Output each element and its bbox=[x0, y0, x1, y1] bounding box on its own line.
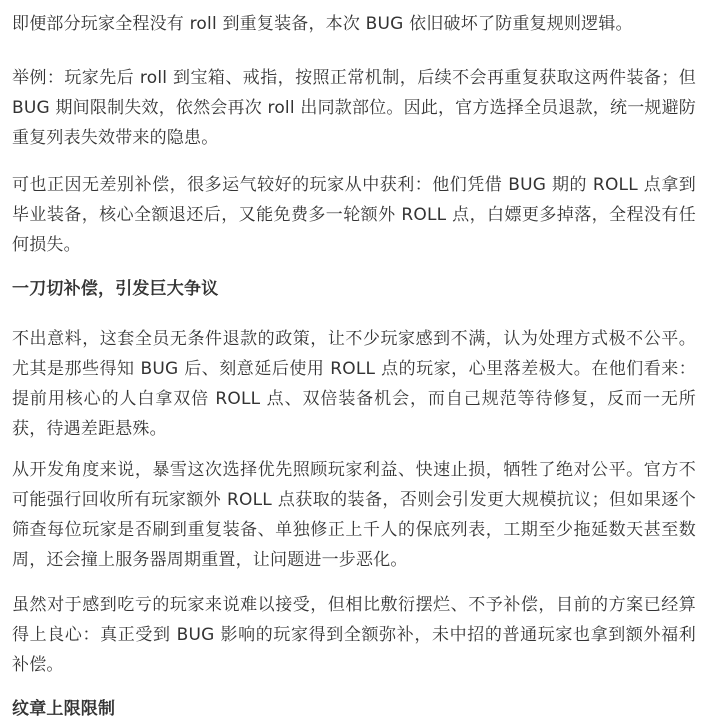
paragraph: 虽然对于感到吃亏的玩家来说难以接受，但相比敷衍摆烂、不予补偿，目前的方案已经算得上良心：真正受到 BUG 影响的玩家得到全额弥补，未中招的普通玩家也拿到额外福利补偿。 bbox=[12, 595, 696, 675]
section-heading: 纹章上限限制 bbox=[12, 699, 116, 719]
paragraph: 可也正因无差别补偿，很多运气较好的玩家从中获利：他们凭借 BUG 期的 ROLL 点拿到毕业装备，核心全额退还后，又能免费多一轮额外 ROLL 点，白嫖更多掉落，全程没有任何损失。 bbox=[12, 175, 696, 255]
section-heading: 一刀切补偿，引发巨大争议 bbox=[12, 279, 219, 299]
paragraph: 从开发角度来说，暴雪这次选择优先照顾玩家利益、快速止损，牺牲了绝对公平。官方不可能强行回收所有玩家额外 ROLL 点获取的装备，否则会引发更大规模抗议；但如果逐个筛查每位玩家是否刷到重复装备、单独修正上千人的保底列表，工期至少拖延数天甚至数周，还会撞上服务器周期重置，让问题进一步恶化。 bbox=[12, 460, 696, 570]
paragraph: 即便部分玩家全程没有 roll 到重复装备，本次 BUG 依旧破坏了防重复规则逻辑。 bbox=[12, 14, 633, 34]
paragraph: 不出意料，这套全员无条件退款的政策，让不少玩家感到不满，认为处理方式极不公平。尤其是那些得知 BUG 后、刻意延后使用 ROLL 点的玩家，心里落差极大。在他们看来：提前用核心的人白拿双倍 ROLL 点、双倍装备机会，而自己规范等待修复，反而一无所获，待遇差距悬殊。 bbox=[12, 329, 696, 439]
paragraph: 举例：玩家先后 roll 到宝箱、戒指，按照正常机制，后续不会再重复获取这两件装备；但 BUG 期间限制失效，依然会再次 roll 出同款部位。因此，官方选择全员退款，统一规避防重复列表失效带来的隐患。 bbox=[12, 68, 696, 148]
